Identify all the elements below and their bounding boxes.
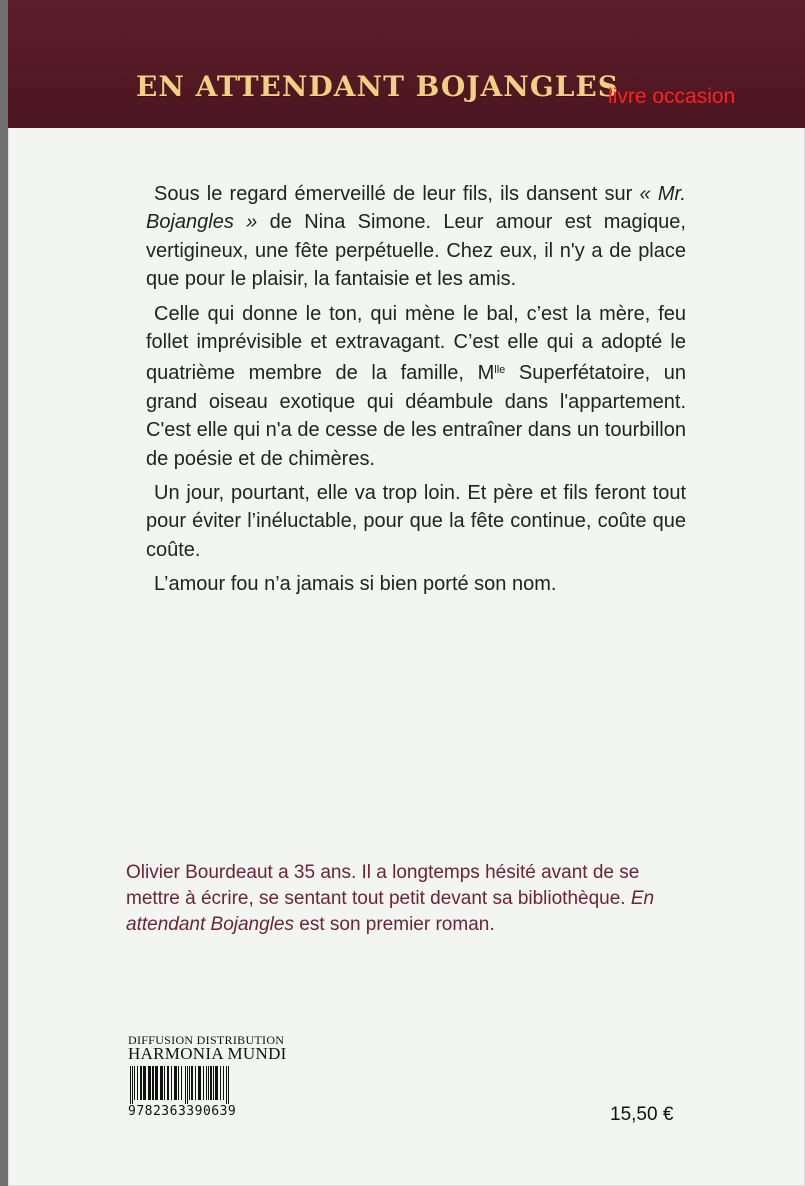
song-title: « Mr. Bojangles » bbox=[146, 183, 686, 234]
back-cover bbox=[8, 0, 805, 1186]
barcode-bar bbox=[206, 1066, 207, 1100]
price-label: 15,50 € bbox=[610, 1104, 674, 1125]
barcode-bar bbox=[167, 1066, 169, 1100]
barcode-bar bbox=[181, 1066, 182, 1100]
barcode-bar bbox=[208, 1066, 209, 1100]
barcode-bar bbox=[160, 1066, 163, 1100]
barcode-bar bbox=[213, 1066, 214, 1100]
barcode-bar bbox=[198, 1066, 201, 1100]
barcode-bar bbox=[132, 1066, 133, 1104]
barcode-bar bbox=[210, 1066, 212, 1100]
distributor-name: HARMONIA MUNDI bbox=[128, 1044, 287, 1063]
author-bio: Olivier Bourdeaut a 35 ans. Il a longtemps hésité avant de se mettre à écrire, se sentant tout petit devant sa bibliothèque. En attendant Bojangles est son premier roman. bbox=[126, 862, 655, 935]
bio-book-title: En attendant Bojangles bbox=[126, 888, 655, 935]
barcode-bar bbox=[215, 1066, 218, 1100]
barcode-bar bbox=[191, 1066, 193, 1100]
isbn-number: 9782363390639 bbox=[128, 1104, 237, 1119]
barcode-bar bbox=[174, 1066, 177, 1100]
barcode-bar bbox=[187, 1066, 188, 1104]
barcode-bar bbox=[195, 1066, 196, 1100]
barcode-bar bbox=[203, 1066, 204, 1100]
barcode-bar bbox=[130, 1066, 131, 1104]
barcode-bar bbox=[155, 1066, 158, 1100]
title-banner bbox=[8, 0, 805, 128]
barcode-bar bbox=[189, 1066, 190, 1100]
barcode-bar bbox=[134, 1066, 135, 1100]
distribution-label: DIFFUSION DISTRIBUTION bbox=[128, 1033, 285, 1047]
barcode-bar bbox=[228, 1066, 229, 1104]
barcode-bar bbox=[223, 1066, 224, 1100]
blurb-paragraph-1: Sous le regard émerveillé de leur fils, ils dansent sur « Mr. Bojangles » de Nina Simone. Leur amour est magique, vertigineux, une fête perpétuelle. Chez eux, il n'y a de place que pour le plaisir, la fantaisie et les amis. bbox=[146, 183, 686, 291]
barcode-bar bbox=[185, 1066, 186, 1104]
barcode-bar bbox=[143, 1066, 146, 1100]
barcode-bar bbox=[226, 1066, 227, 1104]
barcode-bar bbox=[137, 1066, 138, 1100]
barcode-image bbox=[128, 1066, 286, 1104]
book-title: EN ATTENDANT BOJANGLES bbox=[136, 70, 619, 103]
barcode-bar bbox=[220, 1066, 221, 1100]
barcode-bar bbox=[164, 1066, 165, 1100]
barcode-bar bbox=[140, 1066, 142, 1100]
barcode-bar bbox=[178, 1066, 179, 1100]
blurb-paragraph-2: Celle qui donne le ton, qui mène le bal, c’est la mère, feu follet imprévisible et extravagant. C’est elle qui a adopté le quatrième membre de la famille, $M^{lle}$ Superfétatoire, un grand oiseau exotique qui déambule dans l'appartement. C'est elle qui n'a de cesse de les entraîner dans un tourbillon de poésie et de chimères. bbox=[146, 302, 686, 470]
barcode-bar bbox=[152, 1066, 154, 1100]
blurb-paragraph-4: L’amour fou n’a jamais si bien porté son nom. bbox=[154, 573, 557, 596]
blurb-paragraph-3: Un jour, pourtant, elle va trop loin. Et père et fils feront tout pour éviter l’inéluctable, pour que la fête continue, coûte que coûte. bbox=[146, 482, 686, 561]
barcode-bar bbox=[148, 1066, 151, 1100]
barcode-bar bbox=[171, 1066, 172, 1100]
seller-watermark: livre occasion bbox=[608, 85, 736, 108]
blurb-text bbox=[146, 180, 686, 605]
